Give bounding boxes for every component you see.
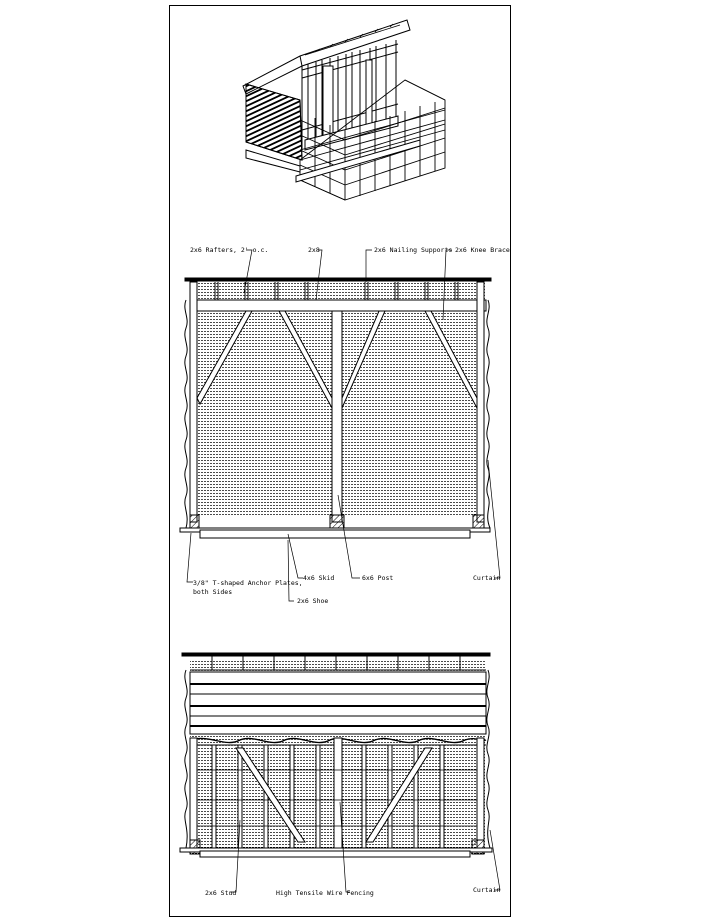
label-knee-brace: 2x6 Knee Brace — [455, 246, 510, 254]
front-curtain-right — [487, 300, 490, 528]
label-curtain-back: Curtain — [473, 886, 501, 894]
back-section-view — [180, 653, 492, 857]
label-shoe: 2x6 Shoe — [297, 597, 329, 605]
front-wall-right — [342, 312, 477, 517]
label-fencing: High Tensile Wire Fencing — [276, 889, 374, 897]
back-roof — [182, 653, 490, 656]
label-rafters: 2x6 Rafters, 2' o.c. — [190, 246, 269, 254]
front-section-view — [180, 278, 491, 538]
label-nailing-supports: 2x6 Nailing Supports — [374, 246, 453, 254]
back-curtain-left — [185, 670, 187, 848]
label-anchor-plates: 3/8" T-shaped Anchor Plates, — [193, 579, 303, 587]
label-skid: 4x6 Skid — [303, 574, 335, 582]
front-post-center — [332, 311, 342, 522]
iso-side-wall — [246, 84, 302, 160]
back-shoe — [200, 851, 470, 857]
front-shoe — [200, 530, 470, 538]
front-anchor-right — [473, 515, 484, 529]
front-anchor-left — [190, 515, 199, 529]
front-curtain-left — [185, 300, 187, 528]
isometric-view — [243, 20, 445, 200]
label-post: 6x6 Post — [362, 574, 394, 582]
front-beam — [190, 300, 486, 311]
front-post-right — [477, 282, 484, 522]
label-curtain-front: Curtain — [473, 574, 501, 582]
label-anchor-plates-sides: both Sides — [193, 588, 233, 596]
front-post-left — [190, 282, 197, 522]
back-siding — [190, 672, 486, 734]
label-stud: 2x6 Stud — [205, 889, 237, 897]
label-beam: 2x8 — [308, 246, 320, 254]
back-curtain-right — [487, 670, 490, 848]
front-wall-left — [197, 312, 332, 517]
